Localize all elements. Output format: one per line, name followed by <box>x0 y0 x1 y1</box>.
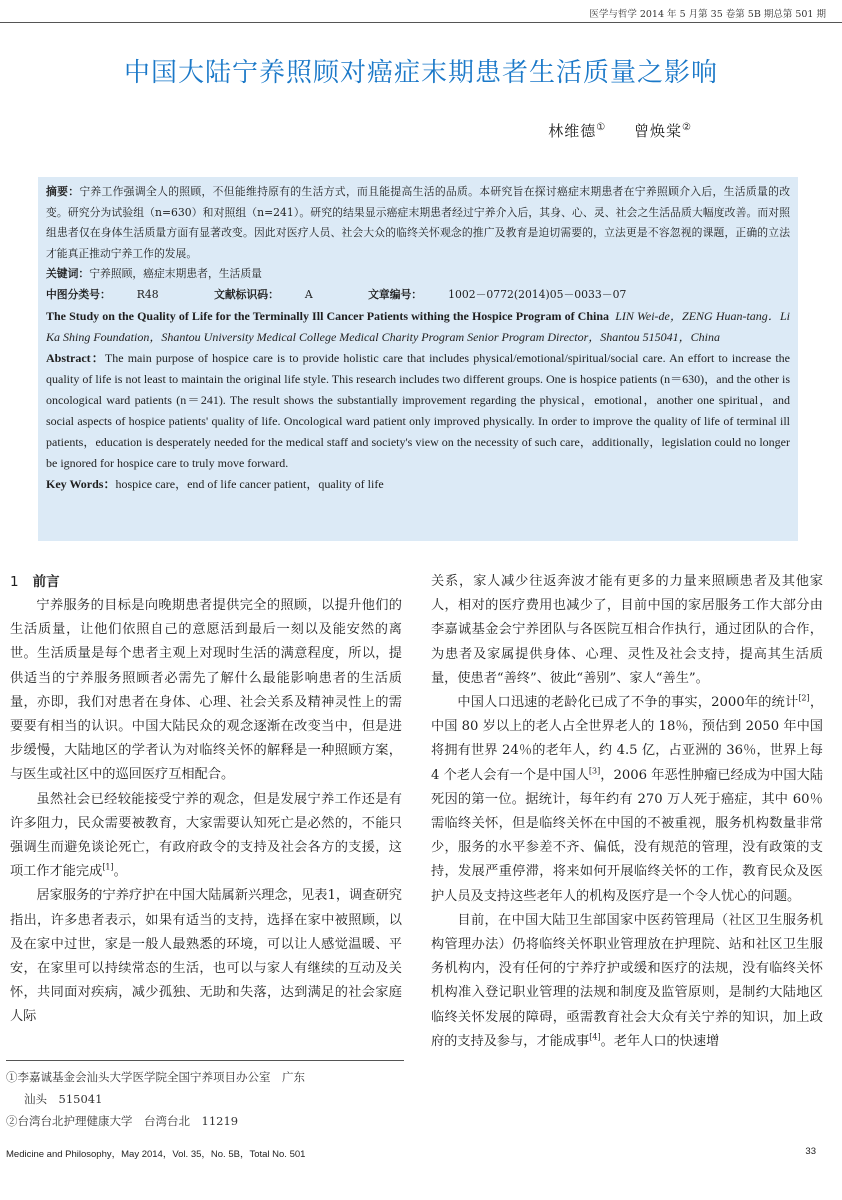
keywords-cn-label: 关键词： <box>46 267 90 281</box>
abstract-box <box>38 177 798 541</box>
clc-label: 中图分类号： <box>46 287 111 301</box>
body-column-left <box>10 570 402 1030</box>
section-title: 前言 <box>32 574 60 590</box>
paragraph-text: 目前，在中国大陆卫生部国家中医药管理局（社区卫生服务机构管理办法）仍将临终关怀职业管理放在护理院、站和社区卫生服务机构内，没有任何的宁养疗护或缓和医疗的法规，没有临终关怀机构准入登记职业管理的法规和制度及监管原则，是制约大陆地区临终关怀发展的障碍，亟需教育社会大众有关宁养的知识，加上政府的支持及参与，才能成事 <box>431 912 823 1049</box>
author-mark: ① <box>596 122 607 133</box>
article-no-value: 1002－0772(2014)05－0033－07 <box>448 287 627 301</box>
abstract-en <box>46 348 790 474</box>
footnote-rule <box>6 1060 404 1061</box>
paragraph-text: ，2006 年恶性肿瘤已经成为中国大陆死因的第一位。据统计，每年约有 270 万人死于癌症，其中 60％需临终关怀，但是临终关怀在中国的不被重视，服务机构数量非常少，服务的水平参差不齐、偏低，没有规范的管理，没有政策的支持，发展严重停滞，将来如何开展临终关怀的工作，教育民众及医护人员及支持这些老年人的机构及医疗是一个令人忧心的问题。 <box>431 767 823 904</box>
author-line <box>548 120 692 141</box>
section-number: 1 <box>10 574 19 590</box>
paragraph: 居家服务的宁养疗护在中国大陆属新兴理念，见表1，调查研究指出，许多患者表示，如果有适当的支持，选择在家中被照顾，以及在家中过世，家是一般人最熟悉的环境，可以让人感觉温暖、平安，在家里可以持续常态的生活，也可以与家人有继续的互动及关怀，共同面对疾病，减少孤独、无助和失落，达到满足的社会家庭人际 <box>10 888 402 1025</box>
paragraph: 宁养服务的目标是向晚期患者提供完全的照顾，以提升他们的生活质量，让他们依照自己的意愿活到最后一刻以及能安然的离世。生活质量是每个患者主观上对现时生活的满意程度，所以，提供适当的宁养服务照顾者必需先了解什么最能影响患者的生活质量，亦即，我们对患者在身体、心理、社会关系及精神灵性上的需要要有相当的认识。中国大陆民众的观念逐渐在改变当中，但是进步缓慢，大陆地区的学者认为对临终关怀的解释是一种照顾方案，与医生或社区中的巡回医疗互相配合。 <box>10 598 402 783</box>
citation-ref[interactable]: [4] <box>589 1032 601 1042</box>
paragraph <box>431 909 823 1054</box>
abstract-en-text: The main purpose of hospice care is to provide holistic care that includes physical/emotional/spiritual/social care. An effort to increase the quality of life is not least to maintain the original life style. This research includes two different groups. One is hospice patients (n＝630)，and the other is oncological ward patients (n＝241). The result shows the substantially improvement regarding the physical，emotional，another one spiritual，and social aspects of hospice patients' quality of life. Oncological ward patient only improved physically. In order to improve the quality of life of terminal ill patients，education is desperately needed for the medical staff and society's view on the necessity of such care，additionally，legislation could no longer be ignored for hospice care to truly move forward. <box>46 350 791 470</box>
footnote-1-cont: 汕头 515041 <box>24 1092 103 1106</box>
author-mark: ② <box>682 122 692 133</box>
english-title-block <box>46 306 790 348</box>
paragraph-text: 。老年人口的快速增 <box>600 1033 720 1049</box>
paragraph-text: 。 <box>113 864 127 880</box>
keywords-en-text: hospice care，end of life cancer patient，quality of life <box>115 476 384 491</box>
journal-header: 医学与哲学 2014 年 5 月第 35 卷第 5B 期总第 501 期 <box>589 9 826 20</box>
abstract-cn-label: 摘要： <box>46 185 80 198</box>
abstract-en-label: Abstract： <box>46 350 105 365</box>
footnotes <box>6 1066 406 1132</box>
doc-code-label: 文献标识码： <box>214 287 279 301</box>
classification-row <box>46 285 790 306</box>
page-number: 33 <box>805 1146 816 1157</box>
header-rule <box>0 22 842 23</box>
keywords-cn <box>46 264 790 285</box>
english-affiliation: LIN Wei-de，ZENG Huan-tang．Li Ka Shing Foundation，Shantou University Medical College Medical Charity Program Senior Program Director，Shantou 515041，China <box>46 308 791 344</box>
author-name: 林维德 <box>548 122 597 140</box>
paragraph: 关系，家人减少往返奔波才能有更多的力量来照顾患者及其他家人，相对的医疗费用也减少了，目前中国的家居服务工作大部分由李嘉诚基金会宁养团队与各医院互相合作执行，通过团队的合作，为患者及家属提供身体、心理、灵性及社会支持，提高其生活质量，使患者“善终”、彼此“善别”、家人“善生”。 <box>431 574 823 686</box>
footer-citation: Medicine and Philosophy，May 2014，Vol. 35，No. 5B，Total No. 501 <box>6 1149 306 1160</box>
footnote-1: ①李嘉诚基金会汕头大学医学院全国宁养项目办公室 广东 <box>6 1070 305 1084</box>
citation-ref[interactable]: [1] <box>102 862 114 872</box>
footnote-2: ②台湾台北护理健康大学 台湾台北 11219 <box>6 1114 239 1128</box>
abstract-cn <box>46 182 790 264</box>
paragraph <box>431 691 823 909</box>
abstract-cn-text: 宁养工作强调全人的照顾，不但能维持原有的生活方式，而且能提高生活的品质。本研究旨在探讨癌症末期患者在宁养照顾介入后，生活质量的改变。研究分为试验组（n=630）和对照组（n=241）。研究的结果显示癌症末期患者经过宁养介入后，其身、心、灵、社会之生活品质大幅度改善。而对照组患者仅在身体生活质量方面有显著改变。因此对医疗人员、社会大众的临终关怀观念的推广及教育是迫切需要的，立法更是不容忽视的课题，正确的立法才能真正推动宁养工作的发展。 <box>46 185 790 260</box>
author-name: 曾焕棠 <box>634 122 683 140</box>
clc-value: R48 <box>136 287 159 301</box>
citation-ref[interactable]: [2] <box>798 693 810 703</box>
paragraph <box>10 788 402 885</box>
article-no-label: 文章编号： <box>368 287 423 301</box>
keywords-en-label: Key Words： <box>46 476 116 491</box>
english-title: The Study on the Quality of Life for the Terminally Ill Cancer Patients withing the Hospice Program of China <box>46 308 610 323</box>
body-column-right <box>431 570 823 1054</box>
paragraph-text: 中国人口迅速的老龄化已成了不争的事实，2000年的统计 <box>457 695 799 711</box>
paragraph-text: 虽然社会已经较能接受宁养的观念，但是发展宁养工作还是有许多阻力，民众需要被教育，大家需要认知死亡是必然的，不能只强调生而避免谈论死亡，有政府政令的支持及社会各方的支援，这项工作才能完成 <box>10 791 402 880</box>
article-title: 中国大陆宁养照顾对癌症末期患者生活质量之影响 <box>123 58 718 88</box>
paragraph-text: ，中国 80 岁以上的老人占全世界老人的 18％，预估到 2050 年中国将拥有世界 24％的老年人，约 4.5 亿，占亚洲的 36％，世界上每 4 个老人会有一个是中国人 <box>431 695 824 783</box>
section-heading <box>10 570 402 594</box>
keywords-cn-text: 宁养照顾，癌症末期患者，生活质量 <box>89 267 262 281</box>
keywords-en <box>46 474 790 495</box>
citation-ref[interactable]: [3] <box>588 766 601 776</box>
doc-code-value: A <box>304 287 313 301</box>
